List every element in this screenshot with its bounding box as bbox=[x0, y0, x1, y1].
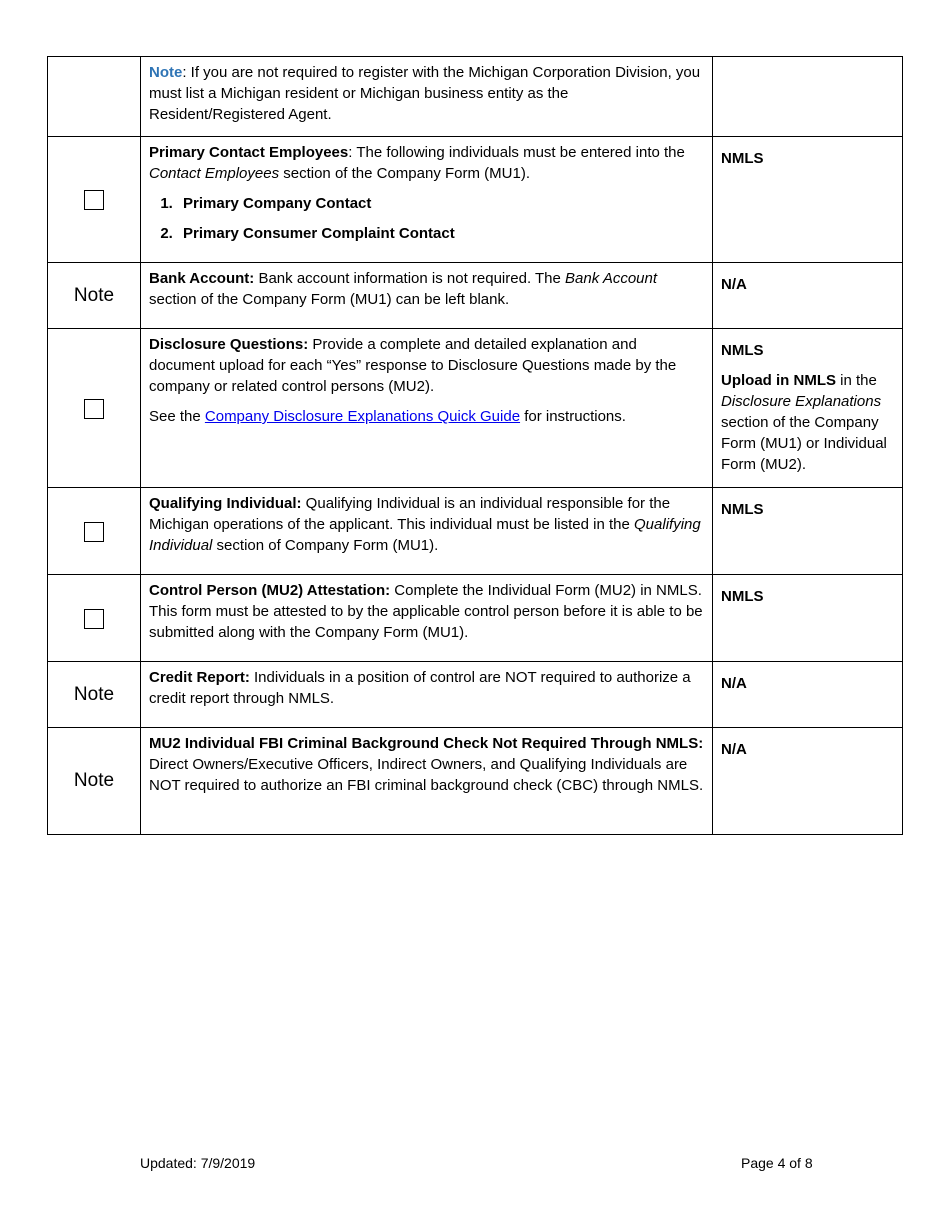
row-description: Bank Account: Bank account information is not required. The Bank Account section of the Company Form (MU1) can be left blank. bbox=[141, 263, 713, 329]
row-description: Credit Report: Individuals in a position of control are NOT required to authorize a credit report through NMLS. bbox=[141, 662, 713, 728]
footer-updated: Updated: 7/9/2019 bbox=[140, 1155, 256, 1171]
row-source bbox=[713, 575, 903, 662]
row-source bbox=[713, 57, 903, 137]
row-source bbox=[713, 488, 903, 575]
note-label: Note bbox=[73, 770, 115, 791]
table-row bbox=[48, 728, 903, 835]
checkbox[interactable] bbox=[84, 609, 104, 629]
row-description: Qualifying Individual: Qualifying Individual is an individual responsible for the Michigan operations of the applicant. This individual must be listed in the Qualifying Individual section of Company Form (MU1). bbox=[141, 488, 713, 575]
row-mark-cell bbox=[48, 662, 141, 728]
disclosure-guide-link[interactable]: Company Disclosure Explanations Quick Guide bbox=[204, 408, 521, 425]
source-label: N/A bbox=[721, 741, 747, 758]
item-title: Credit Report: bbox=[149, 669, 250, 686]
row-mark-cell bbox=[48, 575, 141, 662]
item-title: Qualifying Individual: bbox=[149, 495, 302, 512]
table-row bbox=[48, 137, 903, 263]
source-label: NMLS bbox=[721, 342, 764, 359]
item-title: Control Person (MU2) Attestation: bbox=[149, 582, 391, 599]
checklist-table bbox=[47, 56, 903, 835]
source-label: N/A bbox=[721, 276, 747, 293]
row-source bbox=[713, 662, 903, 728]
item-title: MU2 Individual FBI Criminal Background Check Not Required Through NMLS: bbox=[149, 735, 704, 752]
row-source bbox=[713, 728, 903, 835]
table-row bbox=[48, 263, 903, 329]
table-row bbox=[48, 329, 903, 488]
row-description: Control Person (MU2) Attestation: Complete the Individual Form (MU2) in NMLS. This form must be attested to by the applicable control person before it is able to be submitted along with the Company Form (MU1). bbox=[141, 575, 713, 662]
list-item: 2. Primary Consumer Complaint Contact bbox=[177, 223, 704, 244]
table-row bbox=[48, 575, 903, 662]
description-text: : If you are not required to register with the Michigan Corporation Division, you must list a Michigan resident or Michigan business entity as the Resident/Registered Agent. bbox=[149, 64, 701, 123]
contact-list bbox=[149, 193, 704, 244]
table-row bbox=[48, 57, 903, 137]
source-label: NMLS bbox=[721, 150, 764, 167]
source-label: NMLS bbox=[721, 588, 764, 605]
row-source bbox=[713, 137, 903, 263]
note-label: Note bbox=[149, 64, 183, 81]
item-title: Bank Account: bbox=[149, 270, 255, 287]
row-description: MU2 Individual FBI Criminal Background Check Not Required Through NMLS: Direct Owners/Executive Officers, Indirect Owners, and Qualifying Individuals are NOT required to authorize an FBI criminal background check (CBC) through NMLS. bbox=[141, 728, 713, 835]
row-mark-cell bbox=[48, 57, 141, 137]
source-label: N/A bbox=[721, 675, 747, 692]
row-mark-cell bbox=[48, 137, 141, 263]
checkbox[interactable] bbox=[84, 522, 104, 542]
table-row bbox=[48, 662, 903, 728]
row-mark-cell bbox=[48, 488, 141, 575]
table-row bbox=[48, 488, 903, 575]
item-title: Primary Contact Employees bbox=[149, 144, 349, 161]
row-description bbox=[141, 57, 713, 137]
row-mark-cell bbox=[48, 329, 141, 488]
footer-page-number: Page 4 of 8 bbox=[741, 1155, 813, 1171]
row-mark-cell bbox=[48, 263, 141, 329]
checkbox[interactable] bbox=[84, 399, 104, 419]
row-mark-cell bbox=[48, 728, 141, 835]
row-description: Primary Contact Employees: The following individuals must be entered into the Contact Employees section of the Company Form (MU1). 1. Primary Company Contact 2. Primary Consumer Complaint Contact bbox=[141, 137, 713, 263]
item-title: Disclosure Questions: bbox=[149, 336, 309, 353]
source-label: NMLS bbox=[721, 501, 764, 518]
row-source bbox=[713, 263, 903, 329]
note-label: Note bbox=[73, 683, 115, 705]
checkbox[interactable] bbox=[84, 190, 104, 210]
list-item: 1. Primary Company Contact bbox=[177, 193, 704, 214]
note-label: Note bbox=[73, 284, 115, 306]
row-description: Disclosure Questions: Provide a complete and detailed explanation and document upload for each “Yes” response to Disclosure Questions made by the company or related control persons (MU2). See the Company Disclosure Explanations Quick Guide for instructions. bbox=[141, 329, 713, 488]
row-source: NMLS Upload in NMLS in the Disclosure Explanations section of the Company Form (MU1) or Individual Form (MU2). bbox=[713, 329, 903, 488]
